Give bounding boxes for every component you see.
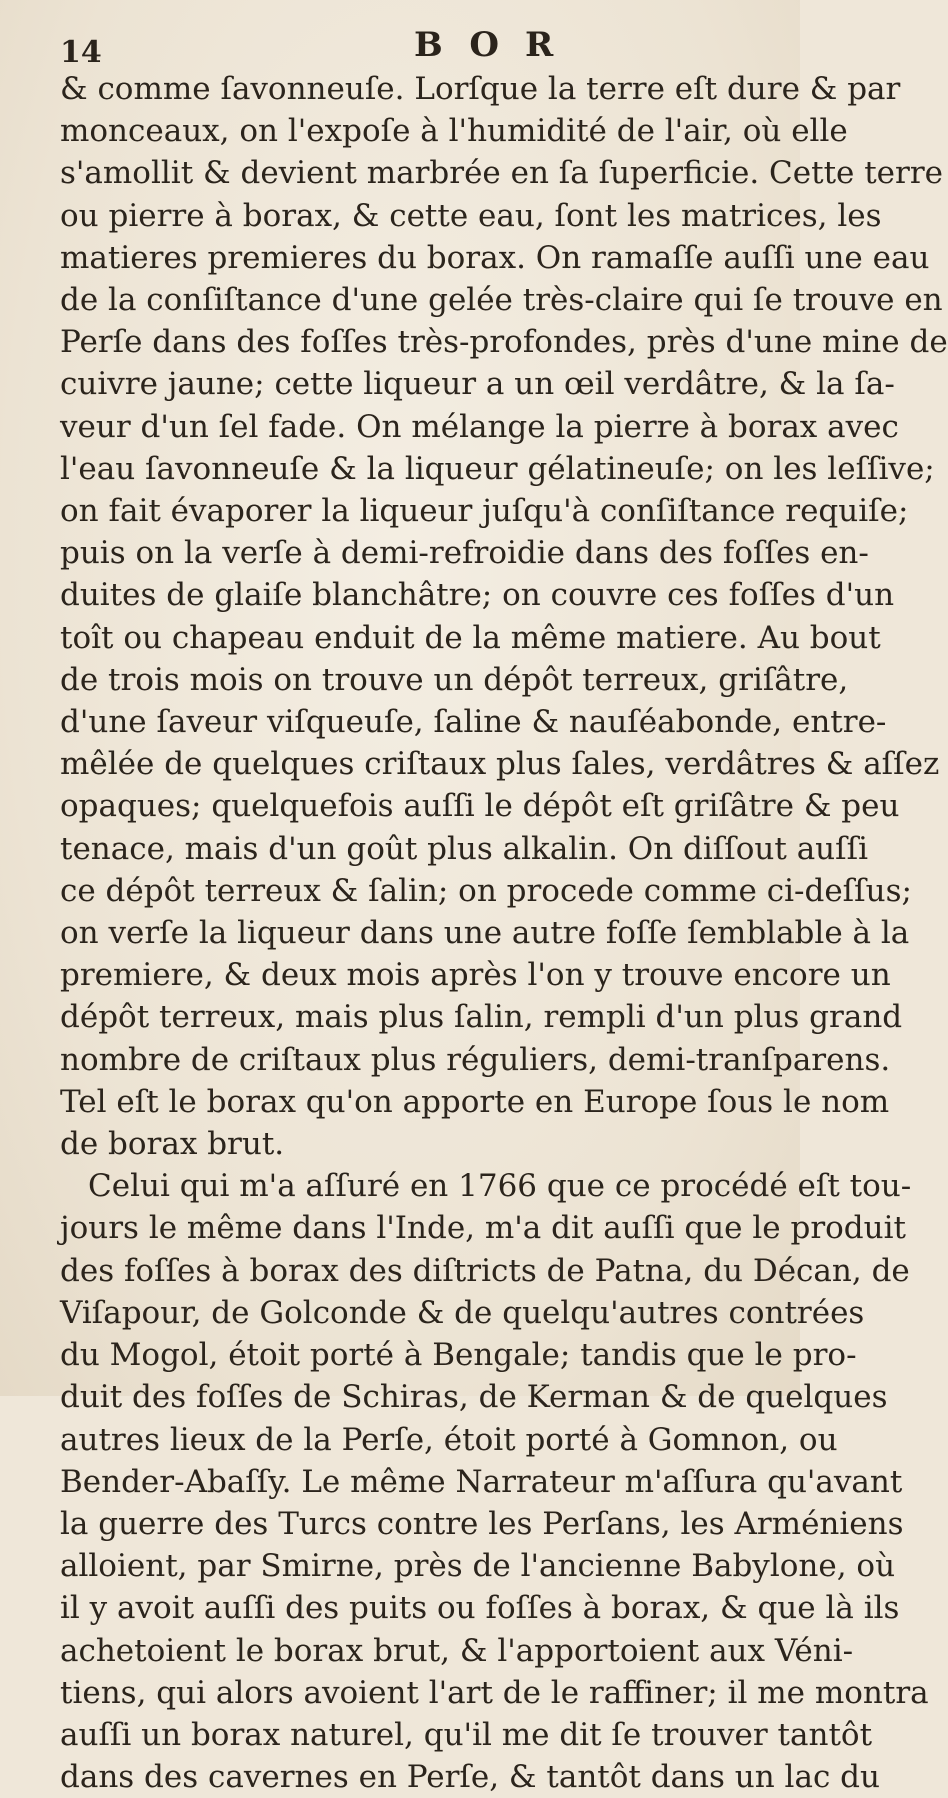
paragraph (60, 68, 948, 1165)
text-line: Viſapour, de Golconde & de quelqu'autres contrées (60, 1294, 865, 1331)
text-line: nombre de criſtaux plus réguliers, demi-tranſparens. (60, 1041, 891, 1078)
text-line: la guerre des Turcs contre les Perſans, les Arméniens (60, 1505, 904, 1542)
text-line: auſſi un borax naturel, qu'il me dit ſe trouver tantôt (60, 1716, 873, 1753)
text-line: puis on la verſe à demi-refroidie dans des foſſes en- (60, 535, 869, 572)
text-line: de la conſiſtance d'une gelée très-claire qui ſe trouve en (60, 282, 943, 319)
text-line: & comme ſavonneuſe. Lorſque la terre eſt dure & par (60, 71, 901, 107)
text-line: duites de glaiſe blanchâtre; on couvre ces foſſes d'un (60, 577, 895, 614)
page-number: 14 (60, 35, 102, 70)
text-line: jours le même dans l'Inde, m'a dit auſſi que le produit (60, 1210, 906, 1247)
text-line: tenace, mais d'un goût plus alkalin. On diſſout auſſi (60, 830, 868, 867)
text-line: Celui qui m'a aſſuré en 1766 que ce procédé eſt tou- (88, 1168, 912, 1205)
text-line: on verſe la liqueur dans une autre foſſe ſemblable à la (60, 915, 910, 952)
text-line: monceaux, on l'expoſe à l'humidité de l'air, où elle (60, 113, 848, 150)
text-line: Perſe dans des foſſes très-profondes, près d'une mine de (60, 324, 948, 361)
text-line: dépôt terreux, mais plus ſalin, rempli d'un plus grand (60, 999, 903, 1036)
body-text (60, 68, 948, 1798)
text-line: du Mogol, étoit porté à Bengale; tandis que le pro- (60, 1337, 857, 1374)
text-line: de borax brut. (60, 1126, 285, 1163)
text-line: s'amollit & devient marbrée en ſa ſuperficie. Cette terre (60, 155, 944, 192)
text-line: l'eau ſavonneuſe & la liqueur gélatineuſe; on les leſſive; (60, 450, 935, 487)
text-line: Tel eſt le borax qu'on apporte en Europe ſous le nom (60, 1083, 890, 1120)
text-line: d'une ſaveur viſqueuſe, ſaline & nauſéabonde, entre- (60, 704, 887, 741)
text-line: premiere, & deux mois après l'on y trouve encore un (60, 957, 891, 994)
text-line: cuivre jaune; cette liqueur a un œil verdâtre, & la ſa- (60, 366, 895, 403)
text-line: Bender-Abaſſy. Le même Narrateur m'aſſura qu'avant (60, 1463, 903, 1500)
text-line: opaques; quelquefois auſſi le dépôt eſt griſâtre & peu (60, 788, 900, 825)
text-line: tiens, qui alors avoient l'art de le raffiner; il me montra (60, 1674, 929, 1711)
text-line: alloient, par Smirne, près de l'ancienne Babylone, où (60, 1548, 896, 1585)
text-line: autres lieux de la Perſe, étoit porté à Gomnon, ou (60, 1421, 838, 1458)
text-line: il y avoit auſſi des puits ou foſſes à borax, & que là ils (60, 1590, 900, 1627)
paragraph (60, 1165, 929, 1798)
text-line: ou pierre à borax, & cette eau, ſont les matrices, les (60, 197, 882, 234)
running-head: BOR (414, 25, 580, 65)
text-line: toît ou chapeau enduit de la même matiere. Au bout (60, 619, 881, 656)
text-line: duit des foſſes de Schiras, de Kerman & de quelques (60, 1379, 888, 1416)
text-line: de trois mois on trouve un dépôt terreux, griſâtre, (60, 661, 849, 698)
text-line: ce dépôt terreux & ſalin; on procede comme ci-deſſus; (60, 872, 912, 909)
page-header (60, 22, 760, 68)
text-line: dans des cavernes en Perſe, & tantôt dans un lac du (60, 1759, 880, 1796)
text-line: on fait évaporer la liqueur juſqu'à conſiſtance requiſe; (60, 493, 909, 530)
text-line: mêlée de quelques criſtaux plus ſales, verdâtres & aſſez (60, 746, 940, 783)
text-line: des foſſes à borax des diſtricts de Patna, du Décan, de (60, 1252, 910, 1289)
text-line: achetoient le borax brut, & l'apportoient aux Véni- (60, 1632, 854, 1669)
text-line: matieres premieres du borax. On ramaſſe auſſi une eau (60, 239, 930, 276)
text-line: veur d'un ſel fade. On mélange la pierre à borax avec (60, 408, 899, 445)
